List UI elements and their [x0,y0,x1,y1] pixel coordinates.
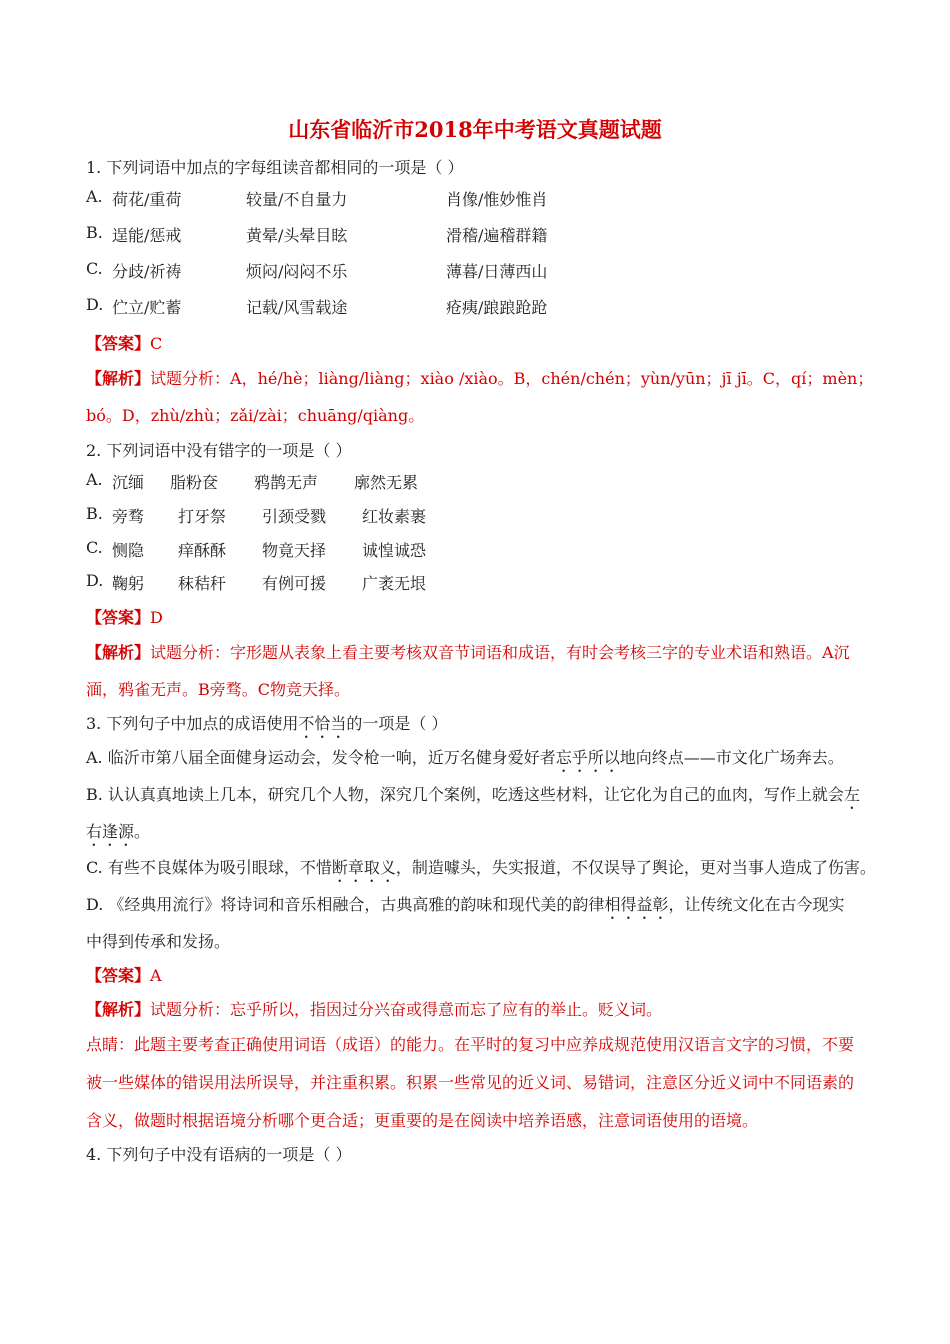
option-col-2: 打牙祭 [178,507,227,526]
option-text: ，制造噱头，失实报道，不仅误导了舆论，更对当事人造成了伤害。 [395,858,876,877]
answer-value: C [150,334,163,353]
option-col-2: 较量/不自量力 [246,190,348,209]
q3-option-c [86,855,876,886]
q1-option-c [86,259,886,283]
q3-tip-line-3: 含义，做题时根据语境分析哪个更合适；更重要的是在阅读中培养语感，注意词语使用的语境。 [86,1111,759,1130]
answer-tag: 【答案】 [86,966,151,985]
option-col-1: 分歧/祈祷 [112,262,182,281]
option-col-4: 广袤无垠 [362,574,427,593]
q3-tip-line-2: 被一些媒体的错误用法所误导，并注重积累。积累一些常见的近义词、易错词，注意区分近义词中不同语素的 [86,1073,855,1092]
option-col-1: 恻隐 [112,541,145,560]
q1-analysis-line-2: bó。D，zhù/zhù；zǎi/zài；chuāng/qiàng。 [86,406,425,425]
option-col-3: 鸦鹊无声 [254,473,319,492]
q1-option-d [86,295,886,319]
q3-option-b-line-2 [86,819,150,850]
option-col-3: 物竟天择 [262,541,327,560]
q2-analysis-line-2: 湎，鸦雀无声。B旁骛。C物竞天择。 [86,680,351,699]
option-col-3: 有例可援 [262,574,327,593]
option-text: D. 《经典用流行》将诗词和音乐相融合，古典高雅的韵味和现代美的韵律 [86,895,605,914]
q2-option-c [86,538,886,562]
q1-analysis-line-1 [86,366,873,389]
analysis-tag: 【解析】 [86,1000,151,1019]
option-col-1: 荷花/重荷 [112,190,182,209]
option-label: D. [86,295,104,314]
q1-stem: 1. 下列词语中加点的字每组读音都相同的一项是（ ） [86,158,464,177]
option-col-2: 秣秸秆 [178,574,227,593]
answer-value: A [150,966,162,985]
option-text: 地向终点——市文化广场奔去。 [619,748,844,767]
option-text: A. 临沂市第八届全面健身运动会，发令枪一响，近万名健身爱好者 [86,748,556,767]
option-label: C. [86,538,103,557]
q2-answer [86,605,163,628]
option-col-3: 薄暮/日薄西山 [446,262,548,281]
analysis-text: 试题分析：忘乎所以，指因过分兴奋或得意而忘了应有的举止。贬义词。 [150,1000,663,1019]
stem-text: 3. 下列句子中加点的成语使用 [86,714,299,733]
option-text: B. 认认真真地读上几本，研究几个人物，深究几个案例，吃透这些材料，让它化为自己的血肉，写作上就会 [86,785,844,804]
q1-answer [86,331,162,354]
option-col-2: 记载/风雪载途 [246,298,348,317]
option-col-1: 鞠躬 [112,574,145,593]
option-col-1: 旁骛 [112,507,145,526]
option-col-1: 沉缅 [112,473,145,492]
dotted-idiom: 忘乎所以 [555,748,620,767]
q1-option-b [86,223,886,247]
option-label: A. [86,187,103,206]
option-text: ，让传统文化在古今现实 [668,895,845,914]
q3-analysis [86,997,662,1020]
analysis-tag: 【解析】 [86,643,151,662]
option-col-4: 红妆素裹 [362,507,427,526]
option-col-2: 黄晕/头晕目眩 [246,226,348,245]
option-col-3: 引颈受戮 [262,507,327,526]
option-col-2: 脂粉奁 [170,473,219,492]
option-col-3: 肖像/惟妙惟肖 [446,190,548,209]
option-col-1: 伫立/贮蓄 [112,298,182,317]
option-col-3: 滑稽/遍稽群籍 [446,226,548,245]
option-label: B. [86,504,103,523]
q2-stem: 2. 下列词语中没有错字的一项是（ ） [86,441,352,460]
answer-tag: 【答案】 [86,334,151,353]
q2-option-a [86,470,886,494]
q3-option-a [86,745,844,776]
option-col-4: 诚惶诚恐 [362,541,427,560]
answer-value: D [150,608,163,627]
option-col-3: 疮痍/踉踉跄跄 [446,298,548,317]
analysis-tag: 【解析】 [86,369,151,388]
dotted-idiom: 右逢源 [86,822,135,841]
page-title: 山东省临沂市2018年中考语文真题试题 [288,117,662,142]
stem-emphasis: 不恰当 [298,714,347,733]
q2-analysis-line-1 [86,640,850,663]
answer-tag: 【答案】 [86,608,151,627]
q3-option-d-line-2: 中得到传承和发扬。 [86,932,231,951]
dotted-idiom: 相得益彰 [604,895,669,914]
q3-tip-line-1: 点睛：此题主要考查正确使用词语（成语）的能力。在平时的复习中应养成规范使用汉语言文字的习惯，不要 [86,1035,855,1054]
q3-option-b-line-1 [86,782,860,813]
q1-option-a [86,187,886,211]
analysis-text: 试题分析：A，hé/hè；liàng/liàng；xiào /xiào。B，chén/chén；yùn/yūn；jī jī。C，qí；mèn； [150,369,874,388]
q3-stem [86,711,447,742]
option-text: 。 [134,822,151,841]
analysis-text: 试题分析：字形题从表象上看主要考核双音节词语和成语，有时会考核三字的专业术语和熟语。A沉 [150,643,850,662]
q2-option-d [86,571,886,595]
option-col-2: 痒酥酥 [178,541,227,560]
stem-text: 的一项是（ ） [346,714,448,733]
q3-option-d-line-1 [86,892,844,923]
q2-option-b [86,504,886,528]
q4-stem: 4. 下列句子中没有语病的一项是（ ） [86,1145,352,1164]
option-col-4: 廓然无累 [354,473,419,492]
option-label: D. [86,571,104,590]
option-col-1: 逞能/惩戒 [112,226,182,245]
q3-answer [86,963,162,986]
dotted-idiom: 断章取义 [331,858,396,877]
option-label: B. [86,223,103,242]
option-text: C. 有些不良媒体为吸引眼球，不惜 [86,858,332,877]
option-label: C. [86,259,103,278]
option-col-2: 烦闷/闷闷不乐 [246,262,348,281]
dotted-idiom: 左 [843,785,860,804]
option-label: A. [86,470,103,489]
